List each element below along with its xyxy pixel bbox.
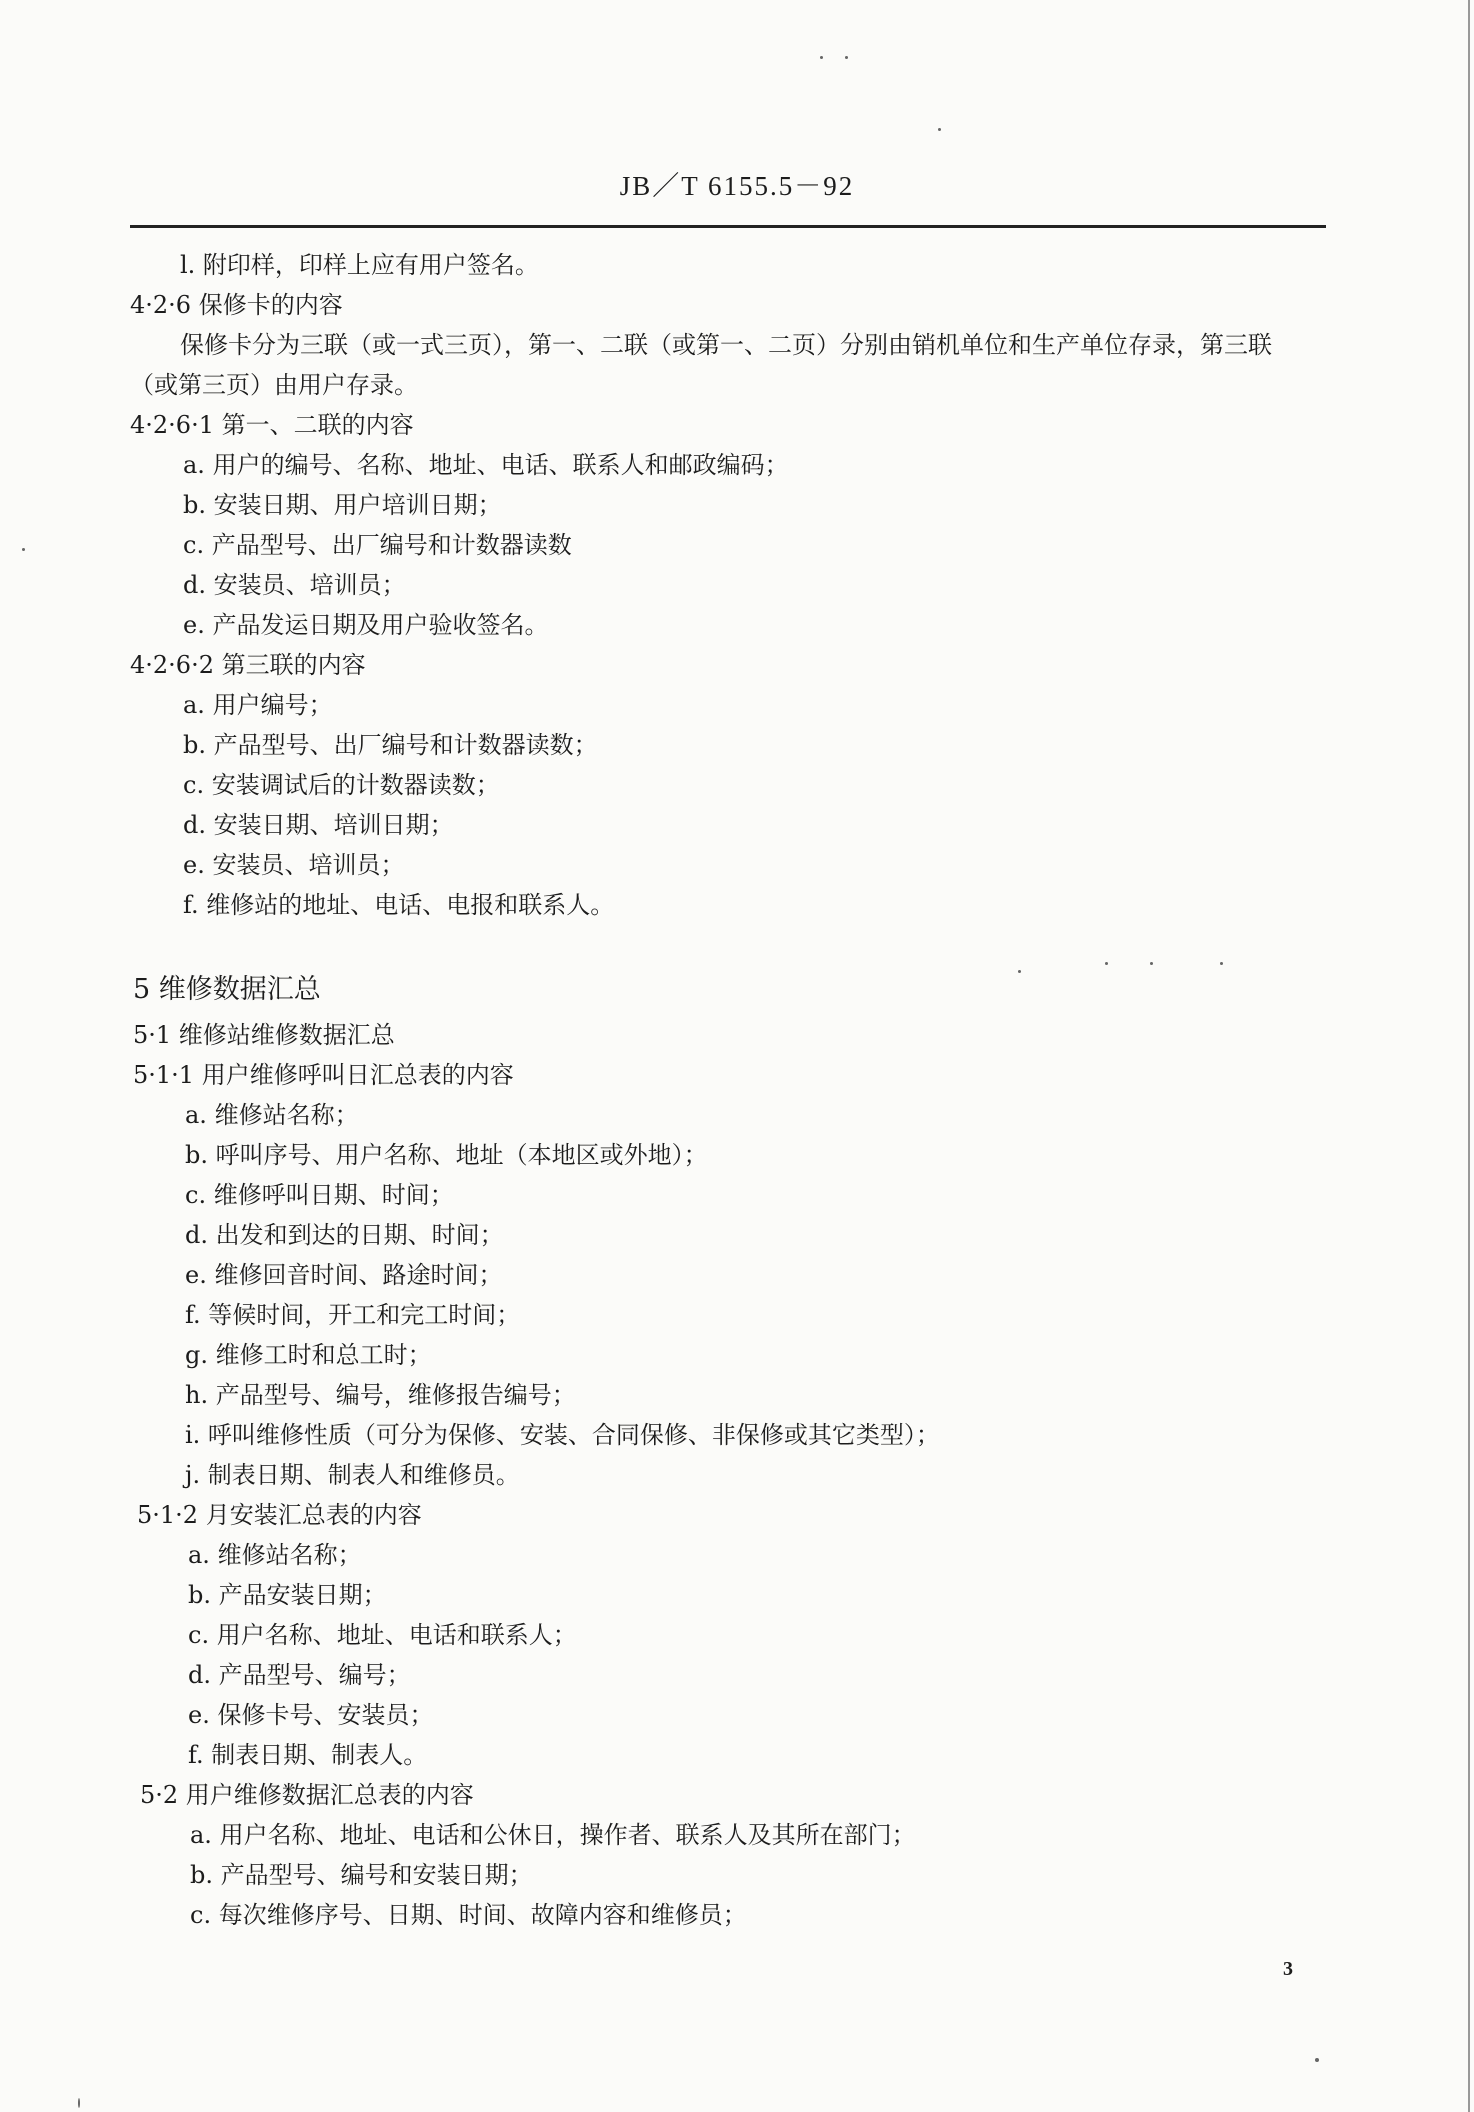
list-item: d. 产品型号、编号； — [188, 1661, 411, 1689]
list-item: c. 每次维修序号、日期、时间、故障内容和维修员； — [190, 1901, 747, 1929]
list-item: b. 产品安装日期； — [188, 1581, 387, 1609]
list-item: f. 维修站的地址、电话、电报和联系人。 — [183, 891, 615, 919]
scan-speck — [22, 548, 25, 551]
clause-heading: 4·2·6·2 第三联的内容 — [130, 651, 366, 679]
clause-heading: 4·2·6·1 第一、二联的内容 — [130, 411, 414, 439]
list-item: a. 维修站名称； — [188, 1541, 362, 1569]
clause-heading: 5·2 用户维修数据汇总表的内容 — [140, 1781, 474, 1809]
scan-speck — [845, 56, 848, 59]
list-item: a. 用户编号； — [183, 691, 333, 719]
list-item: e. 维修回音时间、路途时间； — [185, 1261, 503, 1289]
list-item: a. 用户名称、地址、电话和公休日，操作者、联系人及其所在部门； — [190, 1821, 916, 1849]
scan-speck — [1018, 970, 1021, 973]
paragraph-line: （或第三页）由用户存录。 — [130, 371, 418, 399]
clause-heading: 4·2·6 保修卡的内容 — [130, 291, 343, 319]
list-item: b. 产品型号、编号和安装日期； — [190, 1861, 533, 1889]
standard-code-header: JB／T 6155.5－92 — [619, 171, 855, 201]
list-item: c. 用户名称、地址、电话和联系人； — [188, 1621, 577, 1649]
section-heading: 5 维修数据汇总 — [133, 974, 321, 1005]
scan-speck — [820, 56, 823, 59]
header-rule — [130, 225, 1326, 228]
list-item: a. 用户的编号、名称、地址、电话、联系人和邮政编码； — [183, 451, 789, 479]
list-item: h. 产品型号、编号，维修报告编号； — [185, 1381, 576, 1409]
scan-speck — [1105, 962, 1108, 965]
scan-speck — [1220, 962, 1223, 965]
list-item: a. 维修站名称； — [185, 1101, 359, 1129]
list-item: f. 等候时间，开工和完工时间； — [185, 1301, 521, 1329]
list-item: d. 出发和到达的日期、时间； — [185, 1221, 504, 1249]
list-item: e. 保修卡号、安装员； — [188, 1701, 434, 1729]
list-item: d. 安装员、培训员； — [183, 571, 406, 599]
list-item: f. 制表日期、制表人。 — [188, 1741, 428, 1769]
paragraph-line: 保修卡分为三联（或一式三页），第一、二联（或第一、二页）分别由销机单位和生产单位存录，第三联 — [180, 331, 1272, 359]
list-item: c. 安装调试后的计数器读数； — [183, 771, 500, 799]
list-item: b. 产品型号、出厂编号和计数器读数； — [183, 731, 598, 759]
list-item: j. 制表日期、制表人和维修员。 — [185, 1461, 520, 1489]
list-item: d. 安装日期、培训日期； — [183, 811, 454, 839]
scan-speck — [78, 2098, 80, 2108]
page-number: 3 — [1283, 1958, 1293, 1980]
list-item: c. 产品型号、出厂编号和计数器读数 — [183, 531, 572, 559]
list-item: i. 呼叫维修性质（可分为保修、安装、合同保修、非保修或其它类型）； — [185, 1421, 940, 1449]
list-item: c. 维修呼叫日期、时间； — [185, 1181, 454, 1209]
clause-heading: 5·1 维修站维修数据汇总 — [133, 1021, 395, 1049]
list-item: g. 维修工时和总工时； — [185, 1341, 432, 1369]
scan-speck — [1150, 962, 1153, 965]
list-item: b. 安装日期、用户培训日期； — [183, 491, 502, 519]
clause-heading: 5·1·1 用户维修呼叫日汇总表的内容 — [133, 1061, 514, 1089]
scan-speck — [938, 128, 941, 131]
text-line: l. 附印样，印样上应有用户签名。 — [180, 251, 539, 279]
list-item: b. 呼叫序号、用户名称、地址（本地区或外地）； — [185, 1141, 708, 1169]
list-item: e. 产品发运日期及用户验收签名。 — [183, 611, 549, 639]
list-item: e. 安装员、培训员； — [183, 851, 405, 879]
scan-edge — [1468, 0, 1470, 2112]
scan-speck — [1315, 2058, 1319, 2062]
clause-heading: 5·1·2 月安装汇总表的内容 — [137, 1501, 422, 1529]
